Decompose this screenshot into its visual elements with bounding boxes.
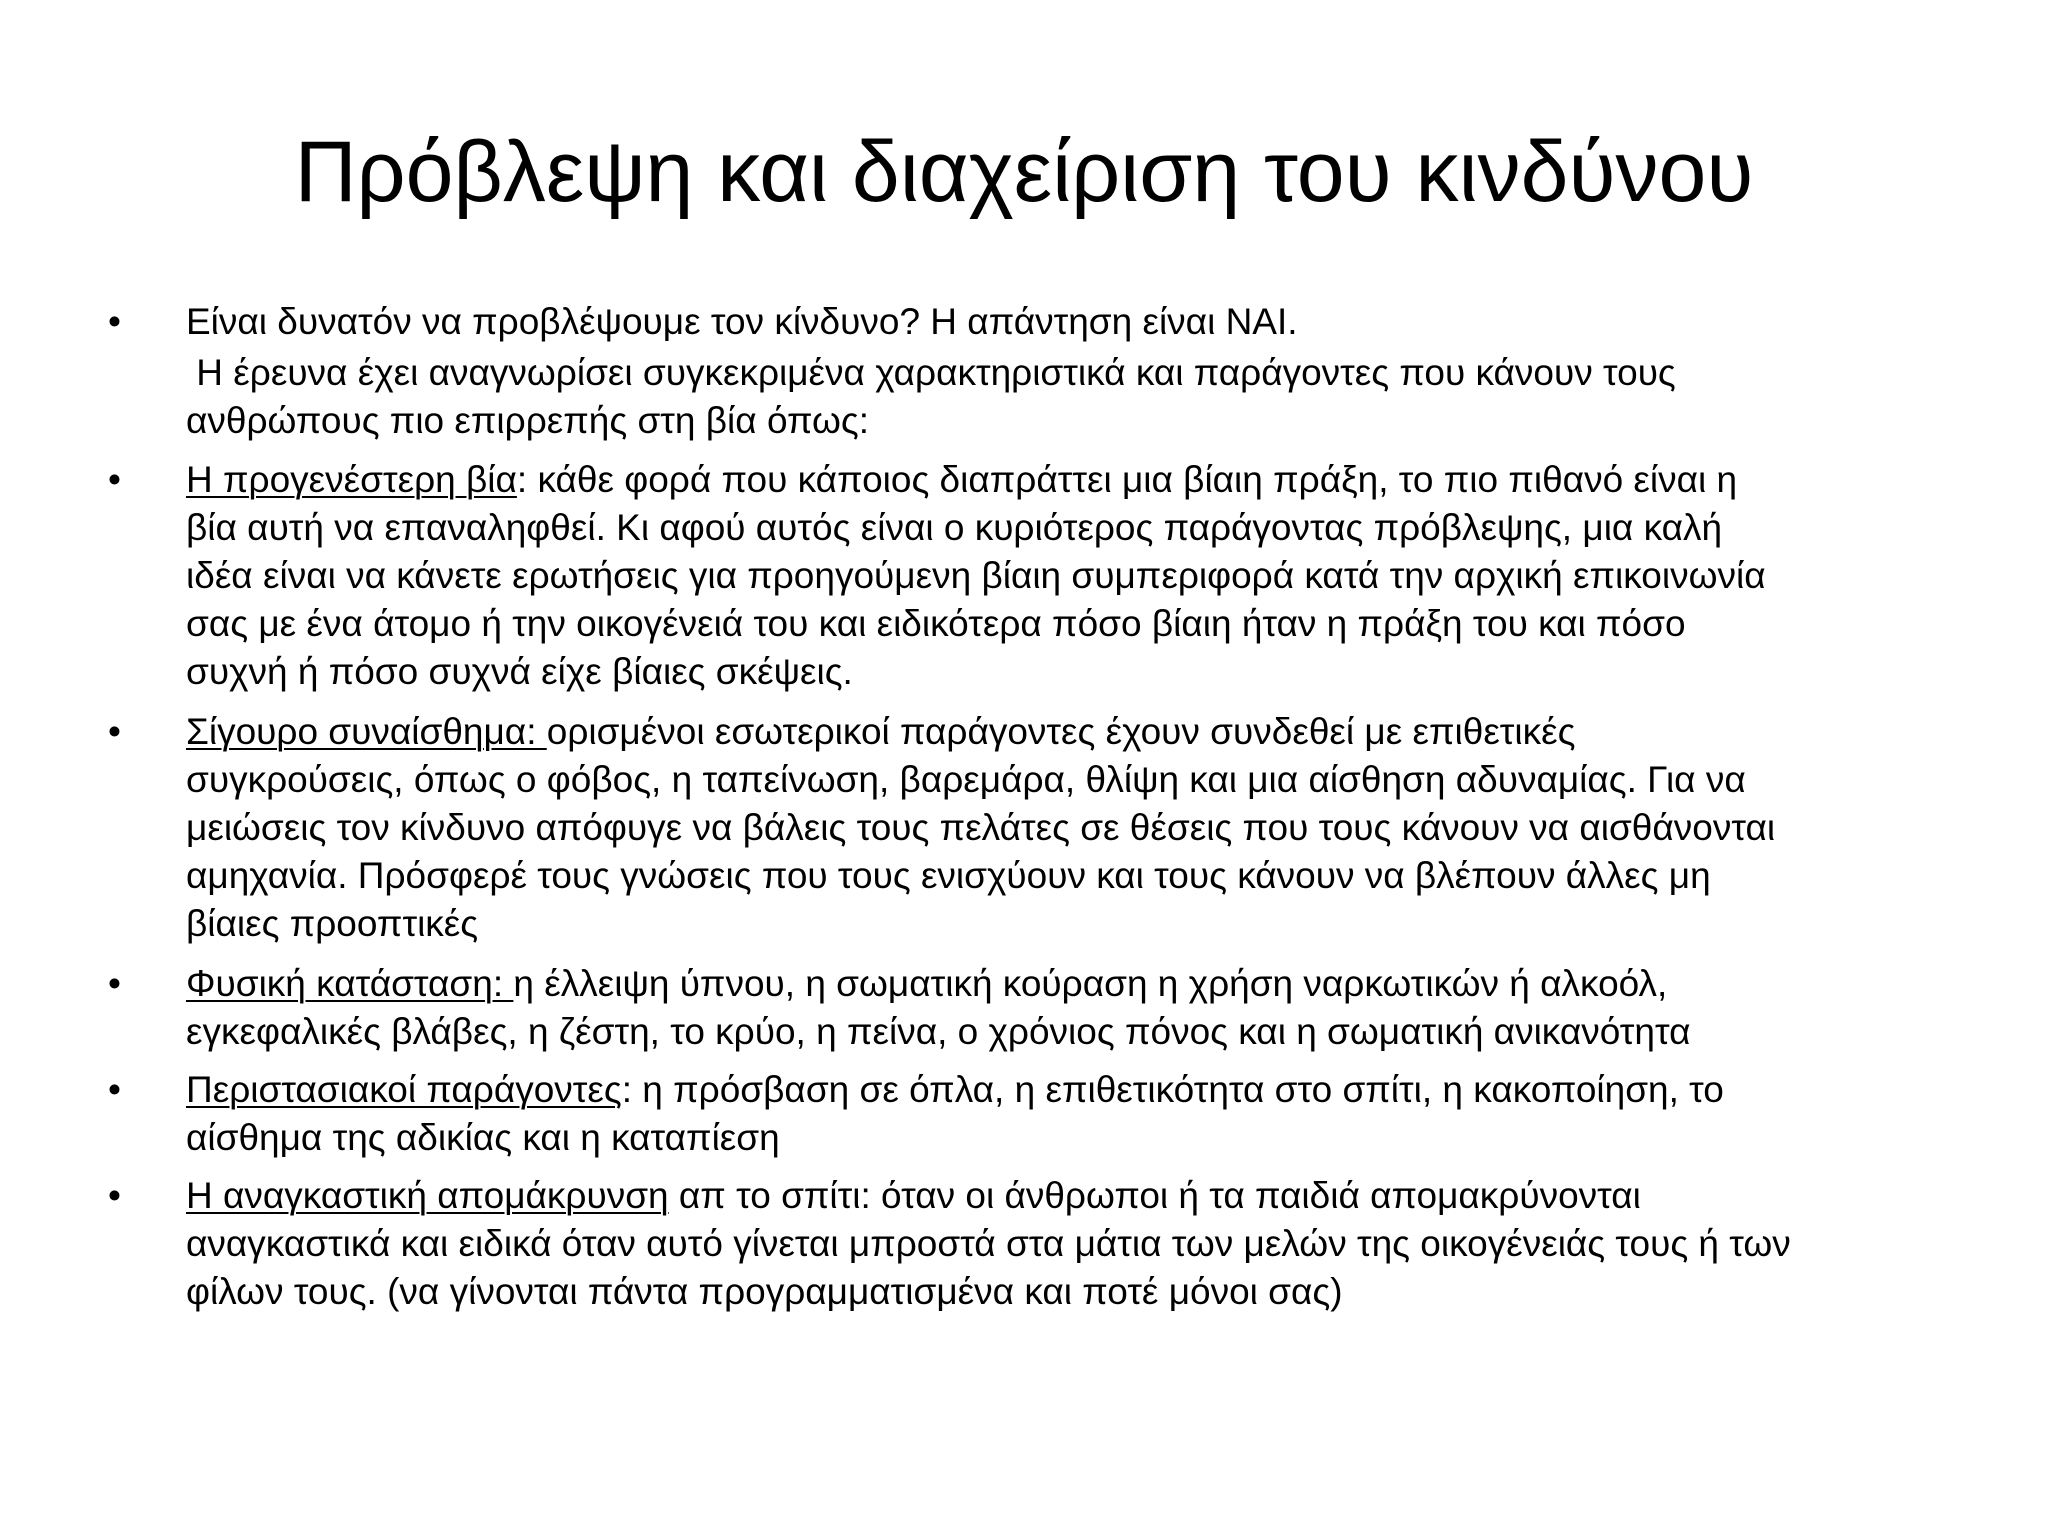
- intro-question: [186, 298, 1986, 346]
- item-term: Η αναγκαστική απομάκρυνση: [186, 1175, 669, 1216]
- bullet-marker: •: [108, 301, 121, 342]
- bullet-marker: •: [108, 459, 121, 500]
- item-text-line: βίαιες προοπτικές: [186, 903, 479, 944]
- slide-title: Πρόβλεψη και διαχείριση του κινδύνου: [294, 124, 1754, 220]
- item-text: : κάθε φορά που κάποιος διαπράττει μια βίαιη πράξη, το πιο πιθανό είναι η: [516, 459, 1738, 500]
- item-term: Σίγουρο συναίσθημα:: [186, 711, 547, 752]
- item-text: ορισμένοι εσωτερικοί παράγοντες έχουν συνδεθεί με επιθετικές: [546, 711, 1576, 752]
- list-item-physical-state: [186, 960, 1986, 1056]
- bullet-marker: •: [108, 711, 121, 752]
- item-term: Φυσική κατάσταση:: [186, 963, 514, 1004]
- item-text-line: μειώσεις τον κίνδυνο απόφυγε να βάλεις τους πελάτες σε θέσεις που τους κάνουν να αισθάνονται: [186, 807, 1776, 848]
- bullet-marker: •: [108, 1069, 121, 1110]
- intro-question-text: Είναι δυνατόν να προβλέψουμε τον κίνδυνο? Η απάντηση είναι ΝΑΙ.: [186, 301, 1298, 342]
- item-text-line: αναγκαστικά και ειδικά όταν αυτό γίνεται μπροστά στα μάτια των μελών της οικογένειάς τους ή των: [186, 1223, 1791, 1264]
- intro-text: [186, 349, 1986, 445]
- item-text: : η πρόσβαση σε όπλα, η επιθετικότητα στο σπίτι, η κακοποίηση, το: [621, 1069, 1724, 1110]
- bullet-marker: •: [108, 963, 121, 1004]
- list-item-circumstantial: [186, 1066, 1986, 1162]
- item-text-line: συγκρούσεις, όπως ο φόβος, η ταπείνωση, βαρεμάρα, θλίψη και μια αίσθηση αδυναμίας. Για να: [186, 759, 1746, 800]
- list-item-prior-violence: [186, 456, 1986, 696]
- item-text-line: αίσθημα της αδικίας και η καταπίεση: [186, 1117, 780, 1158]
- item-term: Η προγενέστερη βία: [186, 459, 517, 500]
- intro-text-line: Η έρευνα έχει αναγνωρίσει συγκεκριμένα χαρακτηριστικά και παράγοντες που κάνουν τους: [186, 352, 1676, 393]
- intro-text-line: ανθρώπους πιο επιρρεπής στη βία όπως:: [186, 400, 870, 441]
- item-term: Περιστασιακοί παράγοντες: [186, 1069, 622, 1110]
- item-text-line: αμηχανία. Πρόσφερέ τους γνώσεις που τους ενισχύουν και τους κάνουν να βλέπουν άλλες μη: [186, 855, 1711, 896]
- item-text-line: φίλων τους. (να γίνονται πάντα προγραμματισμένα και ποτέ μόνοι σας): [186, 1271, 1343, 1312]
- item-text-line: σας με ένα άτομο ή την οικογένειά του και ειδικότερα πόσο βίαιη ήταν η πράξη του και πόσο: [186, 603, 1686, 644]
- item-text: απ το σπίτι: όταν οι άνθρωποι ή τα παιδιά απομακρύνονται: [668, 1175, 1641, 1216]
- item-text-line: συχνή ή πόσο συχνά είχε βίαιες σκέψεις.: [186, 651, 853, 692]
- item-text-line: βία αυτή να επαναληφθεί. Κι αφού αυτός είναι ο κυριότερος παράγοντας πρόβλεψης, μια καλή: [186, 507, 1723, 548]
- item-text-line: ιδέα είναι να κάνετε ερωτήσεις για προηγούμενη βίαιη συμπεριφορά κατά την αρχική επικοινωνία: [186, 555, 1766, 596]
- item-text-line: εγκεφαλικές βλάβες, η ζέστη, το κρύο, η πείνα, ο χρόνιος πόνος και η σωματική ανικανότητα: [186, 1011, 1691, 1052]
- item-text: η έλλειψη ύπνου, η σωματική κούραση η χρήση ναρκωτικών ή αλκοόλ,: [513, 963, 1668, 1004]
- list-item-forced-removal: [186, 1172, 1986, 1316]
- list-item-emotion: [186, 708, 1986, 948]
- bullet-marker: •: [108, 1175, 121, 1216]
